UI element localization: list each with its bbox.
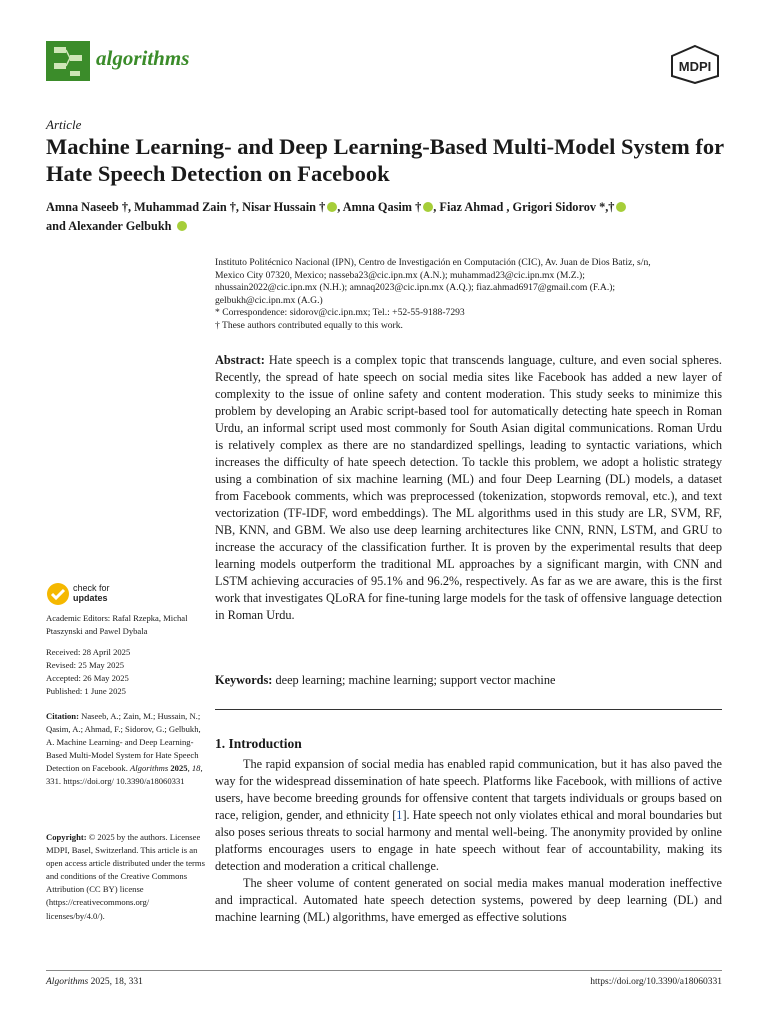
orcid-icon[interactable] <box>327 202 337 212</box>
editors-text: Academic Editors: Rafal Rzepka, Michal Ptaszynski and Pawel Dybala <box>46 613 188 637</box>
footer-journal: Algorithms <box>46 977 89 987</box>
citation-label: Citation: <box>46 711 79 721</box>
affiliation-line: Mexico City 07320, Mexico; nasseba23@cic.ipn.mx (A.N.); muhammad23@cic.ipn.mx (M.Z.); <box>215 269 585 281</box>
citation-year: 2025 <box>170 763 188 774</box>
section-heading: 1. Introduction <box>215 736 302 751</box>
citation-text: Naseeb, A.; Zain, M.; Hussain, N.; Qasim, A.; Ahmad, F.; Sidorov, G.; Gelbukh, A. Machine Learning- and Deep Learning-Based Multi-Model System for Hate Speech Detection on Facebook. <box>46 711 201 774</box>
orcid-icon[interactable] <box>423 202 433 212</box>
affiliation-line: Instituto Politécnico Nacional (IPN), Centro de Investigación en Computación (CIC), Av. Juan de Dios Batiz, s/n, <box>215 257 651 268</box>
authors-line2: and Alexander Gelbukh <box>46 219 172 233</box>
copyright-label: Copyright: <box>46 832 87 842</box>
check-updates-top: check for <box>73 583 110 593</box>
received-date: Received: 28 April 2025 <box>46 647 131 657</box>
journal-name: algorithms <box>96 46 190 70</box>
accepted-date: Accepted: 26 May 2025 <box>46 673 129 684</box>
copyright-text: © 2025 by the authors. Licensee MDPI, Basel, Switzerland. This article is an open access article distributed under the terms and conditions of the Creative Commons Attribution (CC BY) license (https://creativecommons.org/ licenses/by/4.0/). <box>46 832 205 921</box>
article-type: Article <box>46 117 82 132</box>
affiliation-line: nhussain2022@cic.ipn.mx (N.H.); amnaq2023@cic.ipn.mx (A.Q.); fiaz.ahmad6917@gmail.com (F.A.); <box>215 282 616 294</box>
paragraph <box>215 756 722 875</box>
publication-dates <box>46 646 206 698</box>
orcid-icon[interactable] <box>616 202 626 212</box>
authors-line1c: , Fiaz Ahmad , Grigori Sidorov *,† <box>433 200 615 214</box>
footer-divider <box>46 970 722 971</box>
publisher-logo <box>666 44 724 84</box>
abstract-text: Hate speech is a complex topic that transcends language, culture, and even social spheres. Recently, the spread of hate speech on social media sites like Facebook has added a new layer of complexity to the issue of online safety and content moderation. This study seeks to minimize this problem by developing an Arabic script-based tool for automatically detecting hate speech in Roman Urdu, an informal script used most commonly for South Asian digital communications. Roman Urdu is relatively complex as there are no standardized spellings, leading to syntactic variations, which increases the difficulty of hate speech detection. To tackle this problem, we adopt a holistic strategy using a combination of six machine learning (ML) and four Deep Learning (DL) models, a dataset from Facebook comments, which was preprocessed (tokenization, stopwords removal, etc.), and text vectorization (TF-IDF, word embeddings). The ML algorithms used in this study are LR, SVM, RF, NB, KNN, and GBM. We also use deep learning architectures like CNN, RNN, LSTM, and GRU to increase the accuracy of the classification further. It is proven by the experimental results that deep learning models outperform the traditional ML approaches by a significant margin, with CNN and LSTM achieving accuracies of 95.1% and 96.2%, respectively. As far as we are aware, this is the first work that investigates QLoRA for fine-tuning large models for the task of offensive language detection in Roman Urdu. <box>215 353 722 622</box>
academic-editors <box>46 612 206 638</box>
revised-date: Revised: 25 May 2025 <box>46 660 125 671</box>
authors-line1b: , Amna Qasim † <box>337 200 422 214</box>
abstract-label: Abstract: <box>215 353 265 367</box>
footer-volume: 2025, 18, 331 <box>90 977 143 987</box>
abstract <box>215 352 722 624</box>
paragraph-text: ]. Hate speech not only violates ethical and moral boundaries but also poses serious threats to social harmony and mental well-being. The anonymity provided by online platforms encourages users to engage in hate speech without fear of accountability, making its detection and moderation a critical challenge. <box>215 808 723 873</box>
correspondence: * Correspondence: sidorov@cic.ipn.mx; Tel.: +52-55-9188-7293 <box>215 307 465 319</box>
footer-doi[interactable]: https://doi.org/10.3390/a18060331 <box>590 977 722 987</box>
page-title: Machine Learning- and Deep Learning-Based Multi-Model System for Hate Speech Detection on Facebook <box>46 134 724 186</box>
citation-journal: Algorithms <box>130 763 169 774</box>
authors-line1: Amna Naseeb †, Muhammad Zain †, Nisar Hussain † <box>46 200 326 214</box>
introduction-body <box>215 756 722 926</box>
citation-doi[interactable]: , 331. https://doi.org/ 10.3390/a18060331 <box>46 763 203 787</box>
citation-link[interactable]: 1 <box>396 808 403 822</box>
author-list <box>46 198 726 236</box>
paragraph: The sheer volume of content generated on social media makes manual moderation ineffective and impractical. Automated hate speech detection systems, powered by deep learning (DL) and machine learning (ML) algorithms, have emerged as effective solutions <box>215 876 722 924</box>
publisher-name: MDPI <box>678 59 712 74</box>
journal-logo <box>46 41 90 81</box>
published-date: Published: 1 June 2025 <box>46 686 126 697</box>
keywords-label: Keywords: <box>215 673 273 687</box>
copyright-block <box>46 831 206 923</box>
orcid-icon[interactable] <box>177 221 187 231</box>
paragraph-text: The rapid expansion of social media has enabled rapid communication, but it has also paved the way for the widespread dissemination of hate speech. Platforms like Facebook, with millions of active users, have become breeding grounds for offensive content that targets individuals or groups based on race, religion, gender, and ethnicity [ <box>215 757 722 822</box>
check-updates-bottom: updates <box>73 593 108 603</box>
check-updates-icon <box>46 582 70 606</box>
check-for-updates-badge[interactable] <box>46 582 136 606</box>
affiliations <box>215 257 727 333</box>
citation-block: Citation: Naseeb, A.; Zain, M.; Hussain, N.; Qasim, A.; Ahmad, F.; Sidorov, G.; Gelbukh, A. Machine Learning- and Deep Learning-Based Multi-Model System for Hate Speech Detection on Facebook. Algorithms 2025, 18, 331. https://doi.org/ 10.3390/a18060331 <box>46 711 203 787</box>
keywords-text: deep learning; machine learning; support vector machine <box>275 673 556 687</box>
citation-volume: 18 <box>191 763 201 774</box>
equal-contribution-note: † These authors contributed equally to this work. <box>215 319 403 331</box>
keywords <box>215 672 722 689</box>
divider <box>215 709 722 710</box>
footer-citation <box>46 977 143 987</box>
affiliation-line: gelbukh@cic.ipn.mx (A.G.) <box>215 294 323 306</box>
